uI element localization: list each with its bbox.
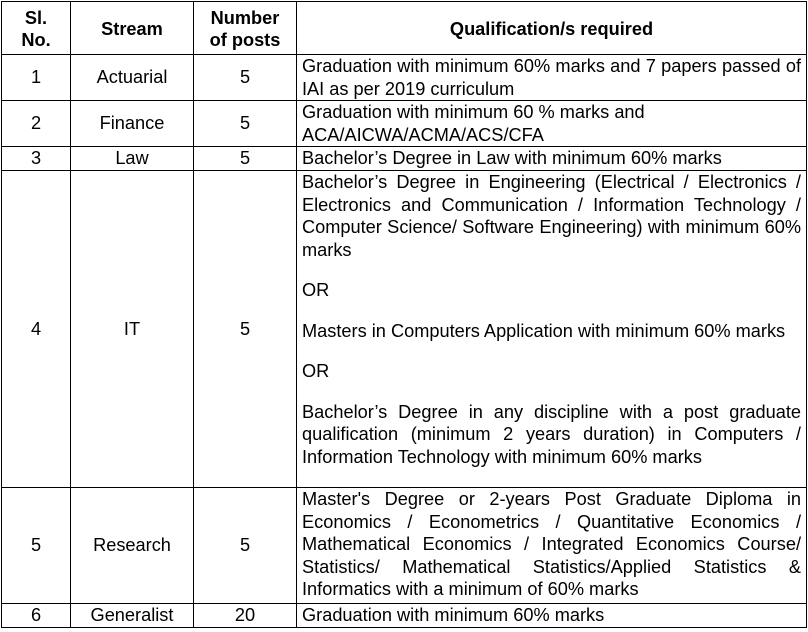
cell-sl-no: 5 [2,488,71,604]
qualification-text: Master's Degree or 2-years Post Graduate Diploma in Economics / Econometrics / Quantitative Economics / Mathematical Economics / Integrated Economics Course/ Statistics/ Mathematical Statistics/Applied Statistics & Informatics with a minimum of 60% marks [302,489,801,599]
qualification-or-separator: OR [302,280,330,300]
header-qualification: Qualification/s required [297,2,807,55]
cell-qualification [297,604,807,628]
cell-sl-no: 6 [2,604,71,628]
header-sl-no: Sl. No. [2,2,71,55]
cell-stream: Research [71,488,194,604]
qualification-text: Graduation with minimum 60% marks and 7 papers passed of IAI as per 2019 curriculum [302,56,801,99]
table-row [2,55,807,101]
cell-sl-no: 3 [2,147,71,171]
qualification-option: Bachelor’s Degree in Engineering (Electrical / Electronics / Electronics and Communication / Information Technology / Computer Science/ Software Engineering) with minimum 60% marks [302,172,801,260]
qualification-text: Graduation with minimum 60% marks [302,605,605,625]
table-row [2,488,807,604]
cell-qualification [297,55,807,101]
table-row [2,101,807,147]
cell-stream: Finance [71,101,194,147]
posts-qualification-table [1,1,807,628]
cell-stream: Generalist [71,604,194,628]
cell-stream: Actuarial [71,55,194,101]
header-number-of-posts: Number of posts [194,2,297,55]
table-row [2,147,807,171]
cell-stream: Law [71,147,194,171]
cell-qualification [297,147,807,171]
table-row [2,604,807,628]
qualification-or-separator: OR [302,361,330,381]
qualification-text: Graduation with minimum 60 % marks and ACA/AICWA/ACMA/ACS/CFA [302,102,645,145]
cell-posts: 5 [194,55,297,101]
cell-posts: 5 [194,488,297,604]
header-stream: Stream [71,2,194,55]
cell-posts: 5 [194,101,297,147]
cell-posts: 20 [194,604,297,628]
table-header-row [2,2,807,55]
cell-qualification [297,101,807,147]
cell-sl-no: 1 [2,55,71,101]
cell-stream: IT [71,171,194,488]
cell-posts: 5 [194,171,297,488]
cell-sl-no: 2 [2,101,71,147]
qualification-option: Masters in Computers Application with minimum 60% marks [302,320,786,341]
cell-qualification [297,171,807,488]
qualification-option: Bachelor’s Degree in any discipline with a post graduate qualification (minimum 2 years duration) in Computers / Information Technology with minimum 60% marks [302,401,801,467]
cell-sl-no: 4 [2,171,71,488]
table-row [2,171,807,488]
cell-qualification [297,488,807,604]
qualification-text: Bachelor’s Degree in Law with minimum 60% marks [302,148,722,168]
cell-posts: 5 [194,147,297,171]
